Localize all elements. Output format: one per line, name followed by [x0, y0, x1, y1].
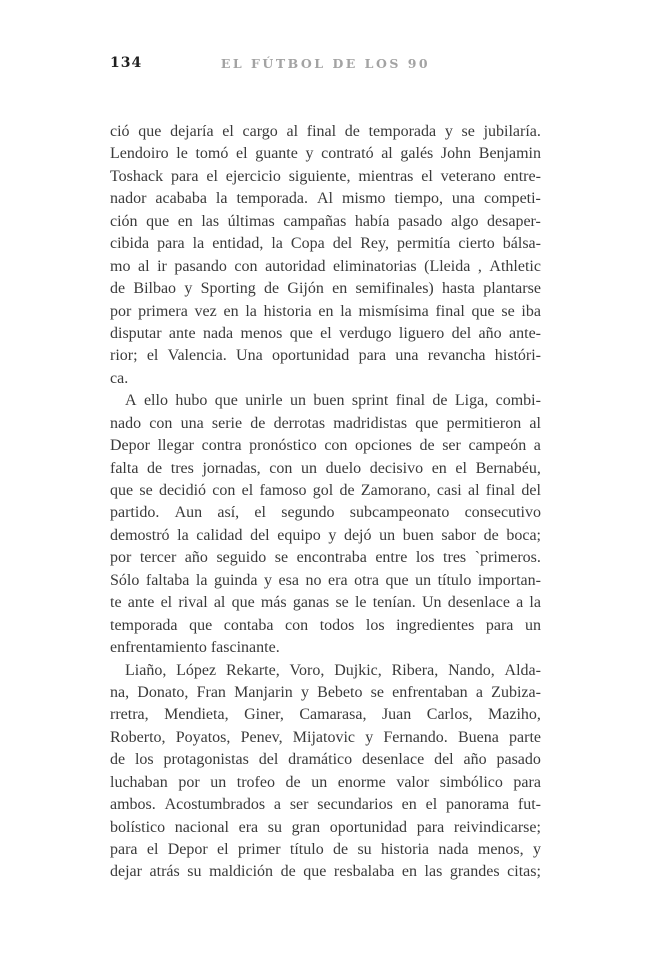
text-line: disputar ante nada menos que el verdugo liguero del año ante- — [110, 324, 541, 342]
text-line: ambos. Acostumbrados a ser secundarios en el panorama fut- — [110, 796, 541, 814]
text-line: te ante el rival al que más ganas se le tenían. Un desenlace a la — [110, 594, 541, 612]
text-line: temporada que contaba con todos los ingredientes para un — [110, 616, 541, 634]
running-header: EL FÚTBOL DE LOS 90 — [220, 56, 431, 71]
text-line: luchaban por un trofeo de un enorme valor simbólico para — [110, 773, 541, 791]
text-line: na, Donato, Fran Manjarin y Bebeto se enfrentaban a Zubiza- — [110, 683, 541, 701]
text-line: rior; el Valencia. Una oportunidad para una revancha históri- — [110, 347, 541, 365]
text-line: de los protagonistas del dramático desenlace del año pasado — [110, 751, 541, 769]
text-line: para el Depor el primer título de su historia nada menos, y — [110, 841, 541, 858]
page-header — [110, 55, 541, 71]
body-text — [110, 121, 541, 884]
text-line: demostró la calidad del equipo y dejó un buen sabor de boca; — [110, 526, 541, 544]
text-line: Roberto, Poyatos, Penev, Mijatovic y Fernando. Buena parte — [110, 728, 541, 746]
text-line: nador acababa la temporada. Al mismo tiempo, una competi- — [110, 190, 541, 208]
text-line: Liaño, López Rekarte, Voro, Dujkic, Ribera, Nando, Alda- — [125, 661, 541, 679]
text-line: Toshack para el ejercicio siguiente, mientras el veterano entre- — [110, 167, 541, 185]
text-line: falta de tres jornadas, con un duelo decisivo en el Bernabéu, — [110, 459, 541, 477]
text-line: ca. — [110, 369, 129, 387]
text-line: Lendoiro le tomó el guante y contrató al galés John Benjamin — [110, 145, 541, 163]
text-line: cibida para la entidad, la Copa del Rey, permitía cierto bálsa- — [110, 235, 541, 253]
text-line: Sólo faltaba la guinda y esa no era otra que un título importan- — [110, 571, 541, 589]
text-line: nado con una serie de derrotas madridistas que permitieron al — [110, 414, 541, 432]
text-line: ción que en las últimas campañas había pasado algo desaper- — [110, 212, 541, 230]
text-line: Depor llegar contra pronóstico con opciones de ser campeón a — [110, 437, 541, 455]
text-line: por tercer año seguido se encontraba entre los tres `primeros. — [110, 549, 541, 567]
text-line: que se decidió con el famoso gol de Zamorano, casi al final del — [110, 482, 541, 499]
text-line: por primera vez en la historia en la mismísima final que se iba — [110, 302, 541, 320]
text-line: bolístico nacional era su gran oportunidad para reivindicarse; — [110, 818, 541, 836]
text-line: rretra, Mendieta, Giner, Camarasa, Juan Carlos, Maziho, — [110, 706, 541, 724]
text-line: de Bilbao y Sporting de Gijón en semifinales) hasta plantarse — [110, 280, 541, 298]
text-line: ció que dejaría el cargo al final de temporada y se jubilaría. — [110, 123, 541, 140]
text-line: partido. Aun así, el segundo subcampeonato consecutivo — [110, 504, 541, 522]
text-line: A ello hubo que unirle un buen sprint final de Liga, combi- — [125, 392, 541, 410]
text-line: mo al ir pasando con autoridad eliminatorias (Lleida , Athletic — [110, 257, 541, 275]
text-line: enfrentamiento fascinante. — [110, 639, 280, 657]
page-number: 134 — [110, 55, 143, 71]
text-line: dejar atrás su maldición de que resbalaba en las grandes citas; — [110, 863, 541, 881]
